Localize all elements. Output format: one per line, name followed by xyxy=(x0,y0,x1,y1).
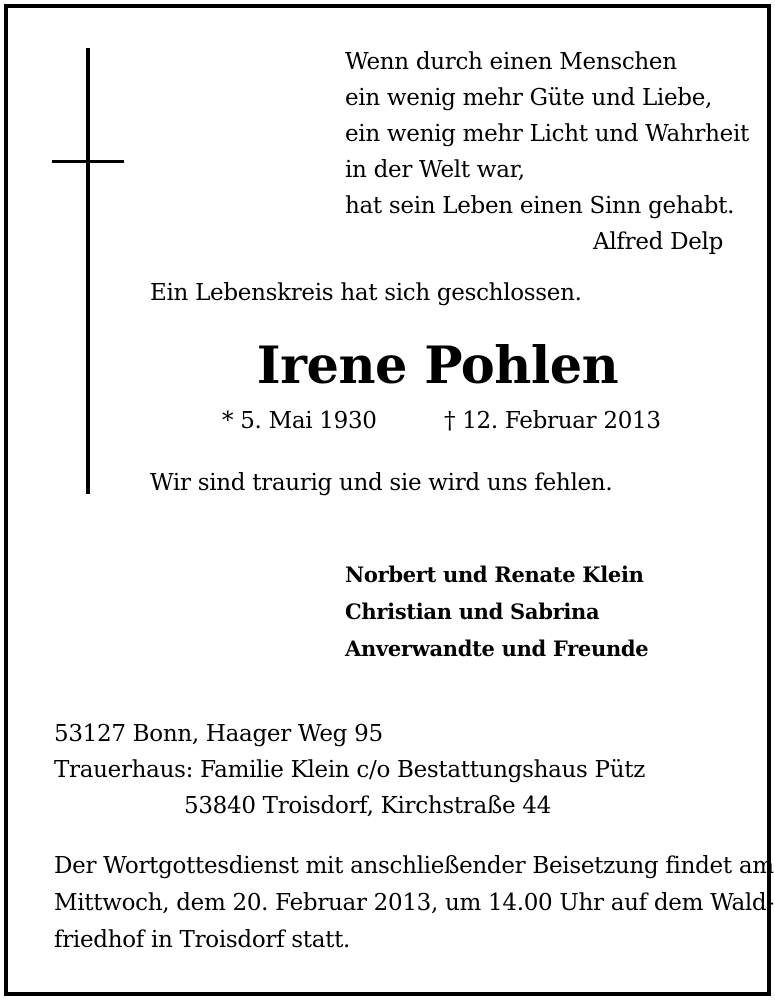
quote-line: in der Welt war, xyxy=(345,157,525,183)
service-line: friedhof in Troisdorf statt. xyxy=(54,927,351,953)
address-line: 53127 Bonn, Haager Weg 95 xyxy=(54,721,383,747)
mourner-name: Christian und Sabrina xyxy=(345,599,600,624)
birth-date: * 5. Mai 1930 xyxy=(222,408,377,434)
address-line: 53840 Troisdorf, Kirchstraße 44 xyxy=(184,793,551,819)
deceased-name: Irene Pohlen xyxy=(256,336,619,396)
address-line: Trauerhaus: Familie Klein c/o Bestattungshaus Pütz xyxy=(54,757,646,783)
mourning-text: Wir sind traurig und sie wird uns fehlen. xyxy=(150,470,613,496)
mourners-list xyxy=(345,556,648,667)
address-block xyxy=(54,716,645,824)
quote-line: hat sein Leben einen Sinn gehabt. xyxy=(345,193,735,219)
intro-text: Ein Lebenskreis hat sich geschlossen. xyxy=(150,280,582,306)
cross-icon-vertical-bar xyxy=(86,48,90,494)
quote-line: ein wenig mehr Güte und Liebe, xyxy=(345,85,713,111)
mourner-name: Anverwandte und Freunde xyxy=(345,636,649,661)
service-line: Der Wortgottesdienst mit anschließender Beisetzung findet am xyxy=(54,853,774,879)
service-announcement xyxy=(54,848,774,959)
mourner-name: Norbert und Renate Klein xyxy=(345,562,644,587)
service-line: Mittwoch, dem 20. Februar 2013, um 14.00 Uhr auf dem Wald- xyxy=(54,890,774,916)
cross-icon-horizontal-bar xyxy=(52,160,124,163)
quote-author: Alfred Delp xyxy=(593,229,723,255)
quote-block xyxy=(345,44,749,260)
quote-line: ein wenig mehr Licht und Wahrheit xyxy=(345,121,749,147)
death-date: † 12. Februar 2013 xyxy=(444,408,661,434)
quote-line: Wenn durch einen Menschen xyxy=(345,49,677,75)
